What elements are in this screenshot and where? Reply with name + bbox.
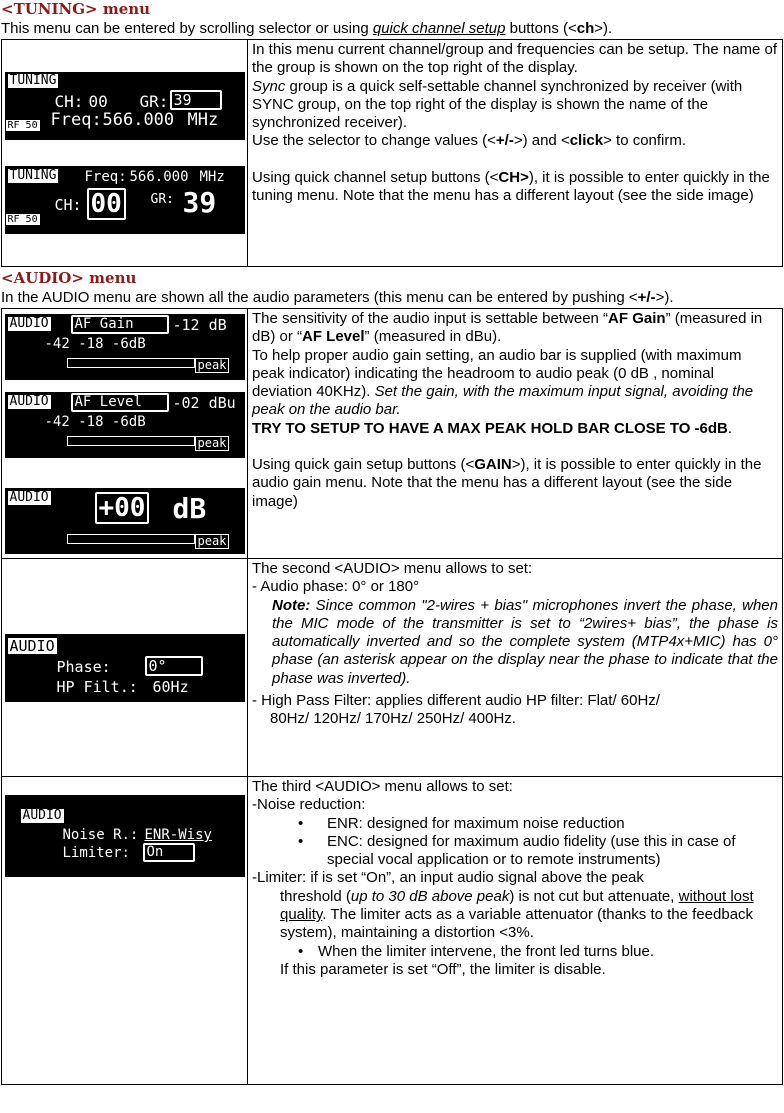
t: without lost quality bbox=[280, 887, 754, 924]
phase-text-cell bbox=[248, 559, 783, 777]
t: threshold ( bbox=[280, 887, 351, 905]
audio-lcd-noise bbox=[5, 795, 245, 877]
note-text: Since common "2-wires + bias" microphones invert the phase, when the MIC mode of the transmitter is set to “2wires+ bias”, the phase is automatically inverted and so the complete system (MTP4x+MIC) has 0° phase (an asterisk appear on the display near the phase to indicate that the phase was inverted). bbox=[272, 596, 778, 687]
t: GAIN bbox=[474, 456, 512, 474]
tuning-p2 bbox=[252, 78, 778, 133]
t: >), it is possible to enter quickly in the audio gain menu. Note that the menu has a different layout (see the side image) bbox=[252, 456, 762, 510]
lcd-scale: -42 -18 -6dB bbox=[44, 335, 146, 352]
tuning-intro bbox=[0, 19, 784, 39]
lcd-label: AUDIO bbox=[9, 489, 49, 505]
hp-item: - High Pass Filter: applies different audio HP filter: Flat/ 60Hz/ bbox=[252, 692, 660, 710]
tuning-table bbox=[1, 39, 783, 267]
lcd-lim-value: On bbox=[143, 843, 195, 862]
t: To help proper audio gain setting, an audio bar is supplied (with maximum peak indicator) indicating the headroom to audio peak (0 dB , nominal deviation 40KHz). bbox=[252, 346, 742, 401]
limiter-off: If this parameter is set “Off”, the limiter is disable. bbox=[280, 960, 606, 978]
intro-text: buttons (< bbox=[505, 20, 577, 37]
lcd-ch-value: 00 bbox=[87, 188, 126, 220]
t: . The limiter acts as a variable attenuator (thanks to the feedback system), maintaining a distortion <3%. bbox=[280, 906, 754, 942]
t: +/- bbox=[495, 132, 514, 150]
tuning-lcd-standard bbox=[5, 72, 245, 140]
lcd-freq-value: 566.000 bbox=[129, 169, 189, 185]
lcd-nr-value: ENR-Wisy bbox=[144, 827, 212, 843]
lcd-mode: AF Gain bbox=[71, 315, 169, 334]
noise-item: -Noise reduction: bbox=[252, 796, 366, 814]
lcd-label: AUDIO bbox=[9, 393, 49, 409]
audio-images-cell bbox=[2, 309, 248, 559]
tuning-p4 bbox=[252, 169, 778, 206]
lcd-hp-value: 60Hz bbox=[152, 677, 189, 696]
audio-s3 bbox=[252, 420, 778, 438]
lcd-value: -12 dB bbox=[172, 315, 227, 334]
lcd-ch-label: CH: bbox=[54, 92, 84, 111]
lcd-label: AUDIO bbox=[22, 808, 62, 823]
lcd-gr-value: 39 bbox=[170, 90, 222, 110]
audio-s2 bbox=[252, 347, 778, 420]
lcd-gr-label: GR: bbox=[150, 192, 174, 207]
audio-gain-text-cell bbox=[248, 309, 783, 559]
lcd-freq-label: Freq: bbox=[50, 110, 102, 130]
lcd-lim-label: Limiter: bbox=[62, 845, 130, 861]
t: TRY TO SETUP TO HAVE A MAX PEAK HOLD BAR CLOSE TO -6dB bbox=[252, 419, 728, 437]
t: >). bbox=[655, 289, 674, 306]
audio-lcd-gain bbox=[5, 314, 245, 380]
t: ” (measured in dBu). bbox=[364, 328, 502, 346]
lcd-scale: -42 -18 -6dB bbox=[44, 413, 146, 430]
tuning-lcd-quick bbox=[5, 166, 245, 234]
tuning-text-cell bbox=[248, 40, 783, 267]
limiter-desc bbox=[280, 888, 778, 943]
noise-text-cell bbox=[248, 777, 783, 1085]
tuning-p1: In this menu current channel/group and frequencies can be setup. The name of the group is shown on the top right of the display. bbox=[252, 41, 778, 77]
t: Use the selector to change values (< bbox=[252, 132, 496, 150]
audio-s1 bbox=[252, 310, 778, 347]
t: AF Gain bbox=[608, 310, 666, 327]
lcd-freq-value: 566.000 bbox=[102, 110, 175, 130]
phase-note bbox=[272, 597, 778, 688]
lcd-phase-label: Phase: bbox=[56, 657, 111, 676]
lcd-gain-unit: dB bbox=[172, 491, 207, 525]
audio-bar bbox=[67, 358, 195, 368]
audio-section-title: <AUDIO> menu bbox=[1, 269, 137, 287]
t: Set the gain, with the maximum input signal, avoiding the peak on the audio bar. bbox=[252, 383, 754, 419]
t: ” (measured in dB) or “ bbox=[252, 310, 763, 346]
phase-image-cell bbox=[2, 559, 248, 777]
noise-image-cell bbox=[2, 777, 248, 1085]
list-item: • When the limiter intervene, the front led turns blue. bbox=[252, 943, 778, 961]
lcd-gr-label: GR: bbox=[139, 92, 169, 111]
audio-lcd-level bbox=[5, 392, 245, 458]
lcd-label: AUDIO bbox=[9, 636, 55, 655]
t: . bbox=[727, 419, 733, 437]
intro-key: ch bbox=[576, 20, 595, 37]
audio-intro bbox=[0, 288, 784, 308]
tuning-images-cell bbox=[2, 40, 248, 267]
noise-intro: The third <AUDIO> menu allows to set: bbox=[252, 778, 513, 795]
t: > to confirm. bbox=[603, 132, 687, 150]
list-item: • ENC: designed for maximum audio fidelity (use this in case of special vocal application or to remote instruments) bbox=[252, 833, 778, 870]
intro-text: This menu can be entered by scrolling selector or using bbox=[1, 20, 373, 37]
audio-s4 bbox=[252, 456, 778, 511]
audio-bar bbox=[67, 534, 195, 544]
lcd-value: -02 dBu bbox=[172, 393, 236, 412]
lcd-hp-label: HP Filt.: bbox=[56, 677, 138, 696]
tuning-p3 bbox=[252, 132, 778, 150]
lcd-freq-unit: MHz bbox=[199, 169, 225, 185]
lcd-peak: peak bbox=[195, 358, 230, 373]
t: Using quick channel setup buttons (< bbox=[252, 168, 499, 186]
t: up to 30 dB above peak bbox=[350, 887, 510, 905]
lcd-ch-value: 00 bbox=[88, 92, 108, 111]
quick-channel-setup-link[interactable]: quick channel setup bbox=[372, 20, 506, 37]
lcd-peak: peak bbox=[195, 436, 230, 451]
lcd-freq-unit: MHz bbox=[187, 110, 219, 130]
t: CH> bbox=[498, 168, 529, 186]
note-label: Note: bbox=[272, 596, 311, 614]
hp-item-cont: 80Hz/ 120Hz/ 170Hz/ 250Hz/ 400Hz. bbox=[270, 710, 516, 728]
tuning-section-title: <TUNING> menu bbox=[1, 0, 151, 18]
phase-item: - Audio phase: 0° or 180° bbox=[252, 578, 420, 596]
audio-lcd-phase bbox=[5, 634, 245, 702]
lcd-freq-label: Freq: bbox=[84, 169, 127, 185]
t: >) and < bbox=[513, 132, 570, 150]
tuning-p2-text: group is a quick self-settable channel synchronized by receiver (with SYNC group, on the top right of the display is shown the name of the synchronized receiver). bbox=[252, 77, 743, 132]
lcd-gr-value: 39 bbox=[182, 186, 217, 219]
lcd-label: TUNING bbox=[9, 73, 57, 88]
t: AF Level bbox=[302, 328, 365, 346]
intro-text: >). bbox=[594, 20, 613, 37]
lcd-phase-value: 0° bbox=[145, 656, 203, 676]
t: +/- bbox=[637, 289, 656, 306]
t: Using quick gain setup buttons (< bbox=[252, 456, 475, 474]
lcd-rf: RF 50 bbox=[7, 214, 38, 225]
limiter-list bbox=[252, 943, 778, 961]
audio-lcd-quick bbox=[5, 488, 245, 554]
t: click bbox=[569, 132, 604, 150]
lcd-gain-value: +00 bbox=[95, 492, 150, 524]
noise-list bbox=[252, 815, 778, 870]
sync-term: Sync bbox=[252, 77, 286, 95]
t: In the AUDIO menu are shown all the audio parameters (this menu can be entered by pushing < bbox=[1, 289, 638, 306]
phase-intro: The second <AUDIO> menu allows to set: bbox=[252, 560, 533, 577]
lcd-label: AUDIO bbox=[9, 315, 49, 331]
t: ) is not cut but attenuate, bbox=[509, 887, 679, 905]
audio-bar bbox=[67, 436, 195, 446]
lcd-label: TUNING bbox=[9, 168, 57, 183]
audio-table bbox=[1, 308, 783, 1085]
t: The sensitivity of the audio input is settable between “ bbox=[252, 310, 609, 327]
lcd-ch-label: CH: bbox=[54, 196, 82, 214]
limiter-item: -Limiter: if is set “On”, an input audio signal above the peak bbox=[252, 869, 644, 887]
lcd-nr-label: Noise R.: bbox=[62, 827, 139, 843]
list-item: • ENR: designed for maximum noise reduction bbox=[252, 815, 778, 833]
lcd-mode: AF Level bbox=[71, 393, 169, 412]
lcd-peak: peak bbox=[195, 534, 230, 549]
lcd-rf: RF 50 bbox=[7, 120, 38, 131]
t: ), it is possible to enter quickly in the tuning menu. Note that the menu has a different layout (see the side image) bbox=[252, 168, 770, 205]
